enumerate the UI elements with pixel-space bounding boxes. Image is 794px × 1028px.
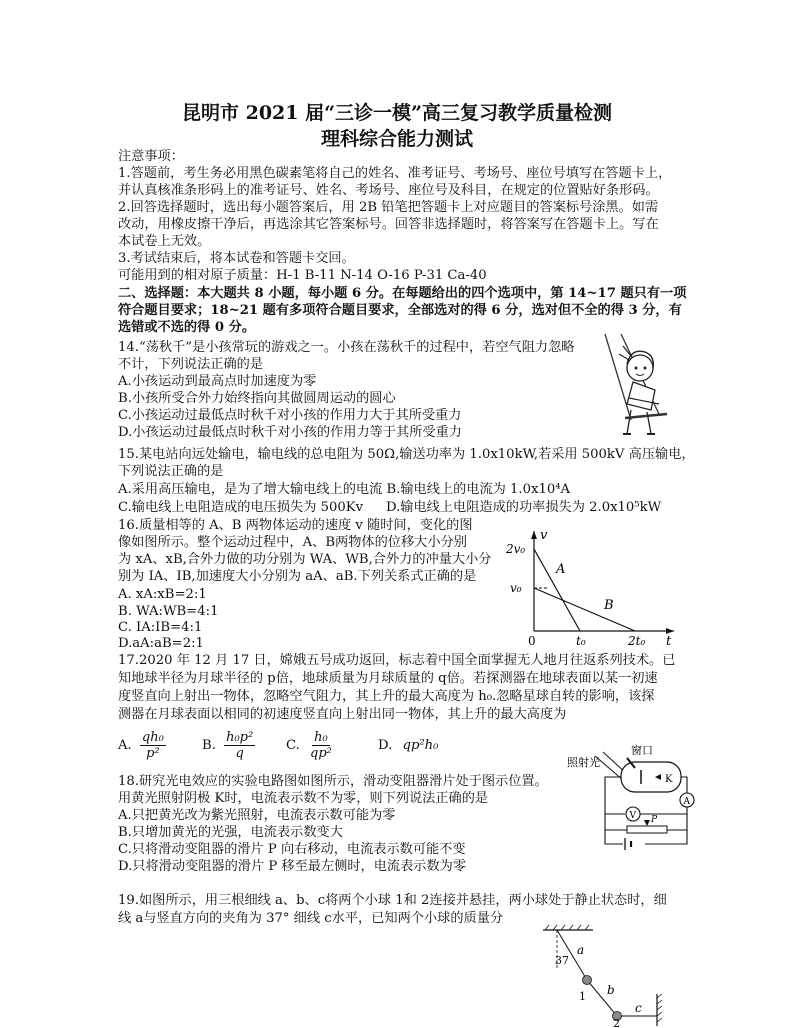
q15-stem-2: 下列说法正确的是 [118,464,224,479]
string-c-label: c [635,1001,642,1015]
page-title: 昆明市 2021 届“三诊一模”高三复习教学质量检测 [182,102,612,124]
q19-stem-2: 线 a与竖直方向的夹角为 37° 细线 c水平，已知两个小球的质量分 [118,911,504,926]
x-axis-label: t [666,634,672,645]
ball-1-label: 1 [579,990,586,1003]
section-line-3: 选错或不选的得 0 分。 [118,320,256,335]
series-a-label: A [556,562,566,577]
q16-stem-4: 别为 IA、IB,加速度大小分别为 aA、aB.下列关系式正确的是 [118,569,477,584]
notice-line-7: 可能用到的相对原子质量：H-1 B-11 N-14 O-16 P-31 Ca-40 [118,268,487,283]
q15-option-ab: A.采用高压输电，是为了增大输电线上的电流 B.输电线上的电流为 1.0x10⁴A [118,482,571,497]
section-line-2: 符合题目要求；18~21 题有多项符合题目要求，全部选对的得 6 分，选对但不全的得 3 分，有 [118,303,682,318]
q16-option-c: C. IA:IB=4:1 [118,620,203,635]
vt-graph [500,525,680,645]
q18-stem-2: 用黄光照射阴极 K时，电流表示数不为零，则下列说法正确的是 [118,791,489,806]
q15-option-d: D.输电线上电阻造成的功率损失为 2.0x10⁵kW [386,500,662,515]
x-tick-t0: t₀ [576,634,586,645]
q18-option-a: A.只把黄光改为紫光照射，电流表示数可能为零 [118,808,396,823]
x-tick-2t0: 2t₀ [628,634,646,645]
ball-1 [583,976,592,985]
q18-option-c: C.只将滑动变阻器的滑片 P 向右移动，电流表示数可能不变 [118,842,466,857]
q16-stem-2: 像如图所示。整个运动过程中，A、B两物体的位移大小分别 [118,535,467,550]
notice-line-6: 3.考试结束后，将本试卷和答题卡交回。 [118,251,355,266]
q17-stem-3: 度竖直向上射出一物体，忽略空气阻力，其上升的最大高度为 h₀.忽略星球自转的影响，该探 [118,689,655,704]
q17-option-b: B. $\frac{\text{h₀p²}}{q}$ [202,730,254,761]
y-tick-2v0: 2v₀ [506,542,526,556]
q17-stem-2: 知地球半径为月球半径的 p倍，地球质量为月球质量的 q倍。若探测器在地球表面以某一初速 [118,671,658,686]
q17-stem-1: 17.2020 年 12 月 17 日，嫦娥五号成功返回，标志着中国全面掌握无人地月往返系列技术。已 [118,653,676,668]
notice-line-5: 本试卷上无效。 [118,234,211,249]
q17-c-fraction: $\frac{\text{h₀}}{\text{qp²}}$ [310,730,332,761]
q19-stem-1: 19.如图所示，用三根细线 a、b、c将两个小球 1和 2连接并悬挂，两小球处于静止状态时，细 [118,893,667,908]
page-subtitle: 理科综合能力测试 [320,128,473,150]
angle-label: 37 [555,954,569,967]
q14-stem-2: 不计，下列说法正确的是 [118,357,264,372]
origin-label: 0 [528,634,536,645]
y-axis-label: v [540,528,548,543]
q14-option-b: B.小孩所受合外力始终指向其做圆周运动的圆心 [118,391,396,406]
string-a-label: a [577,943,585,957]
series-b-line [534,588,635,631]
q18-option-b: B.只增加黄光的光强，电流表示数变大 [118,825,343,840]
swing-child-illustration [585,332,680,447]
notice-line-3: 2.回答选择题时，选出每小题答案后，用 2B 铅笔把答题卡上对应题目的答案标号涂黑。如需 [118,200,659,215]
notice-line-4: 改动，用橡皮擦干净后，再选涂其它答案标号。回答非选择题时，将答案写在答题卡上。写在 [118,217,659,232]
series-b-label: B [604,598,614,613]
rheostat [627,826,667,833]
y-tick-v0: v₀ [510,581,522,595]
ammeter-label: A [683,797,690,807]
q17-option-c: C. $\frac{\text{h₀}}{\text{qp²}}$ [286,730,332,761]
string-b-label: b [607,983,615,997]
notice-line-1: 1.答题前，考生务必用黑色碳素笔将自己的姓名、准考证号、考场号、座位号填写在答题卡上， [118,166,672,181]
notice-line-2: 并认真核准条形码上的准考证号、姓名、考场号、座位号及科目，在规定的位置贴好条形码。 [118,183,659,198]
notice-heading: 注意事项： [118,149,184,164]
q15-option-c: C.输电线上电阻造成的电压损失为 500Kv [118,500,364,515]
cathode-label: K [665,774,673,785]
q18-option-d: D.只将滑动变阻器的滑片 P 移至最左侧时，电流表示数为零 [118,859,467,874]
q14-option-d: D.小孩运动过最低点时秋千对小孩的作用力等于其所受重力 [118,425,462,440]
q17-b-fraction: $\frac{\text{h₀p²}}{q}$ [226,730,254,761]
q16-stem-1: 16.质量相等的 A、B 两物体运动的速度 v 随时间，变化的图 [118,518,473,533]
ball-2-label: 2 [613,1017,620,1028]
photoelectric-circuit [565,740,700,865]
q14-option-a: A.小孩运动到最高点时加速度为零 [118,374,317,389]
voltmeter-label: V [629,811,636,821]
q14-stem-1: 14.“荡秋千”是小孩常玩的游戏之一。小孩在荡秋千的过程中，若空气阻力忽略 [118,340,575,355]
q16-option-b: B. WA:WB=4:1 [118,604,219,619]
q17-option-a: A. $\frac{\text{qh₀}}{\text{p²}}$ [118,730,164,761]
light-label: 照射光 [567,756,600,769]
section-line-1: 二、选择题：本大题共 8 小题，每小题 6 分。在每题给出的四个选项中，第 14~17 题只有一项 [118,286,687,301]
hanging-balls-figure [535,924,675,1028]
window-label: 窗口 [631,744,653,757]
slider-label: P [651,815,658,825]
q16-option-a: A. xA:xB=2:1 [118,587,207,602]
q18-stem-1: 18.研究光电效应的实验电路图如图所示，滑动变阻器滑片处于图示位置。 [118,774,548,789]
q17-stem-4: 测器在月球表面以相同的初速度竖直向上射出同一物体，其上升的最大高度为 [118,707,567,722]
q16-stem-3: 为 xA、xB,合外力做的功分别为 WA、WB,合外力的冲量大小分 [118,552,492,567]
q16-option-d: D.aA:aB=2:1 [118,636,204,651]
q15-stem-1: 15.某电站向远处输电，输电线的总电阻为 50Ω,输送功率为 1.0x10kW,若采用 500kV 高压输电， [118,447,695,462]
q17-a-fraction: $\frac{\text{qh₀}}{\text{p²}}$ [141,730,164,761]
q14-option-c: C.小孩运动过最低点时秋千对小孩的作用力大于其所受重力 [118,408,462,423]
q17-option-d: D. qp²h₀ [378,738,439,753]
